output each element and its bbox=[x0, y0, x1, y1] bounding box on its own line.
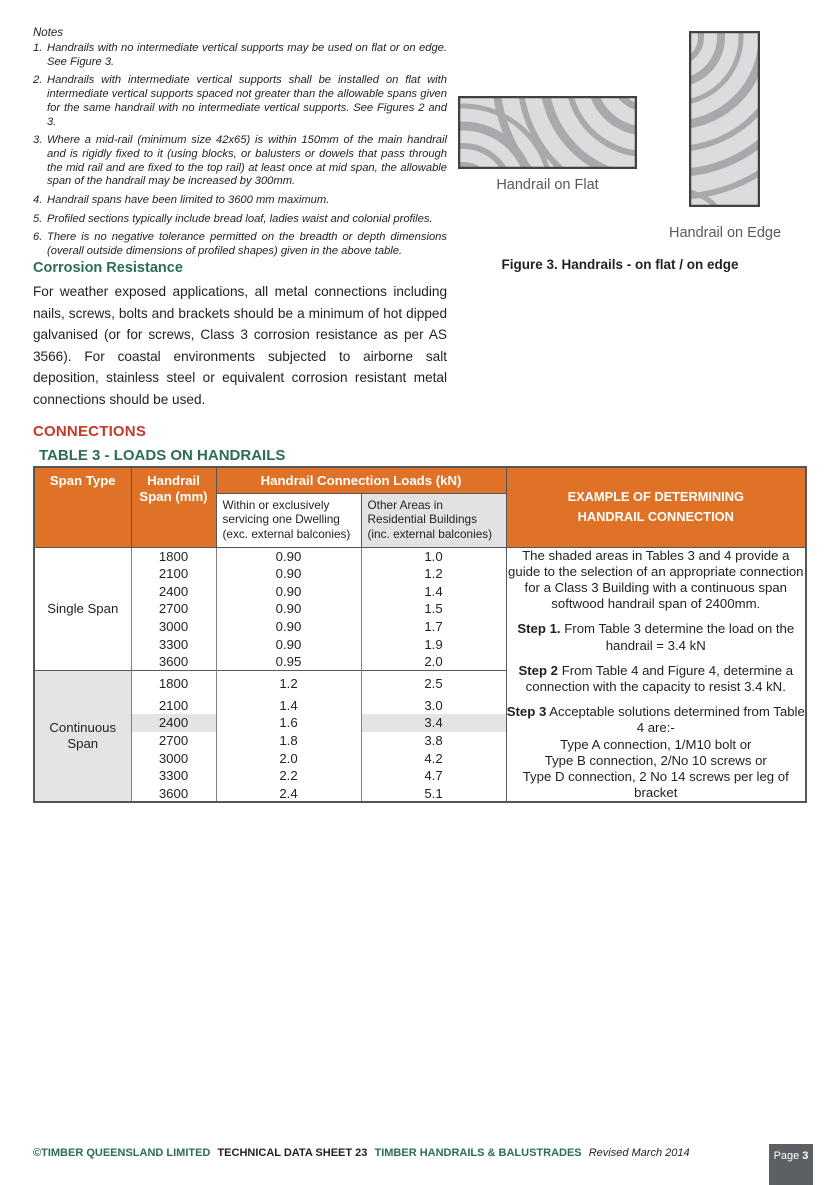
note-item: Handrail spans have been limited to 3600 mm maximum. bbox=[47, 194, 330, 207]
notes-section bbox=[33, 27, 447, 264]
page-number-badge bbox=[769, 1144, 813, 1185]
span-cell: 1800 bbox=[131, 547, 216, 565]
span-cell: 2400 bbox=[131, 714, 216, 732]
edge-image-label: Handrail on Edge bbox=[668, 225, 782, 241]
wood-grain-flat bbox=[458, 96, 637, 169]
other-cell: 1.7 bbox=[361, 618, 506, 636]
notes-list bbox=[33, 42, 447, 259]
example-step-1: Step 1. From Table 3 determine the load on the handrail = 3.4 kN bbox=[517, 621, 795, 653]
example-solution: Type B connection, 2/No 10 screws or bbox=[544, 752, 767, 768]
example-cell bbox=[506, 547, 806, 802]
within-cell: 2.2 bbox=[216, 767, 361, 785]
col-header-within: Within or exclusively servicing one Dwelling (exc. external balconies) bbox=[216, 493, 361, 547]
span-type-cell: Continuous Span bbox=[34, 671, 131, 803]
span-cell: 2100 bbox=[131, 565, 216, 583]
span-cell: 2700 bbox=[131, 600, 216, 618]
col-header-loads: Handrail Connection Loads (kN) bbox=[216, 467, 506, 493]
within-cell: 0.90 bbox=[216, 565, 361, 583]
other-cell: 4.7 bbox=[361, 767, 506, 785]
within-cell: 1.6 bbox=[216, 714, 361, 732]
note-item: There is no negative tolerance permitted on the breadth or depth dimensions (overall outside dimensions of profiled shapes) given in the above table. bbox=[47, 231, 447, 258]
other-cell: 3.8 bbox=[361, 732, 506, 750]
handrail-on-edge-image bbox=[689, 31, 760, 212]
span-type-cell: Single Span bbox=[34, 547, 131, 671]
footer-title: TIMBER HANDRAILS & BALUSTRADES bbox=[374, 1147, 582, 1159]
example-header-line2: HANDRAIL CONNECTION bbox=[577, 509, 734, 525]
span-cell: 3600 bbox=[131, 653, 216, 671]
within-cell: 2.0 bbox=[216, 749, 361, 767]
other-cell: 1.2 bbox=[361, 565, 506, 583]
footer-revised: Revised March 2014 bbox=[588, 1147, 690, 1159]
corrosion-body: For weather exposed applications, all metal connections including nails, screws, bolts and brackets should be a minimum of hot dipped galvanised (or for screws, Class 3 corrosion resistance as per AS 3566). For coastal environments subjected to airborne salt deposition, stainless steel or equivalent corrosion resistant metal connections should be used. bbox=[33, 284, 447, 407]
within-cell: 1.4 bbox=[216, 696, 361, 714]
corrosion-heading: Corrosion Resistance bbox=[33, 260, 183, 276]
connections-heading: CONNECTIONS bbox=[33, 423, 147, 440]
span-cell: 3300 bbox=[131, 767, 216, 785]
table-row bbox=[34, 547, 806, 565]
other-cell: 4.2 bbox=[361, 749, 506, 767]
figure3-caption: Figure 3. Handrails - on flat / on edge bbox=[501, 257, 739, 272]
example-solution: Type A connection, 1/M10 bolt or bbox=[560, 736, 752, 752]
page-label: Page bbox=[773, 1150, 800, 1162]
span-cell: 2100 bbox=[131, 696, 216, 714]
other-cell: 2.5 bbox=[361, 671, 506, 696]
other-cell: 2.0 bbox=[361, 653, 506, 671]
footer-copyright: ©TIMBER QUEENSLAND LIMITED bbox=[33, 1147, 211, 1159]
within-cell: 0.90 bbox=[216, 582, 361, 600]
within-cell: 0.90 bbox=[216, 635, 361, 653]
wood-grain-edge bbox=[689, 31, 760, 207]
span-cell: 2700 bbox=[131, 732, 216, 750]
within-cell: 0.95 bbox=[216, 653, 361, 671]
within-cell: 1.2 bbox=[216, 671, 361, 696]
span-cell: 2400 bbox=[131, 582, 216, 600]
other-cell: 3.4 bbox=[361, 714, 506, 732]
example-intro: The shaded areas in Tables 3 and 4 provide a guide to the selection of an appropriate connection for a Class 3 Building with a continuous span softwood handrail span of 2400mm. bbox=[508, 547, 804, 612]
within-cell: 0.90 bbox=[216, 618, 361, 636]
within-cell: 2.4 bbox=[216, 785, 361, 803]
other-cell: 1.5 bbox=[361, 600, 506, 618]
span-cell: 3000 bbox=[131, 749, 216, 767]
within-cell: 0.90 bbox=[216, 600, 361, 618]
note-item: Handrails with no intermediate vertical supports may be used on flat or on edge. See Figure 3. bbox=[47, 42, 447, 68]
corrosion-section bbox=[33, 260, 447, 411]
table3-header bbox=[34, 467, 806, 547]
table3-title: TABLE 3 - LOADS ON HANDRAILS bbox=[39, 447, 286, 464]
within-cell: 1.8 bbox=[216, 732, 361, 750]
footer-sheet: TECHNICAL DATA SHEET 23 bbox=[217, 1147, 368, 1159]
col-header-example bbox=[506, 467, 806, 547]
col-header-handrail-span: Handrail Span (mm) bbox=[131, 467, 216, 547]
other-cell: 1.4 bbox=[361, 582, 506, 600]
note-item: Profiled sections typically include bread loaf, ladies waist and colonial profiles. bbox=[47, 212, 433, 225]
within-cell: 0.90 bbox=[216, 547, 361, 565]
span-cell: 3600 bbox=[131, 785, 216, 803]
example-solution: Type D connection, 2 No 14 screws per leg of bracket bbox=[522, 768, 789, 801]
span-cell: 1800 bbox=[131, 671, 216, 696]
other-cell: 1.9 bbox=[361, 635, 506, 653]
other-cell: 5.1 bbox=[361, 785, 506, 803]
span-cell: 3000 bbox=[131, 618, 216, 636]
page-number: 3 bbox=[802, 1150, 809, 1162]
col-header-other: Other Areas in Residential Buildings (inc. external balconies) bbox=[361, 493, 506, 547]
note-item: Handrails with intermediate vertical supports shall be installed on flat with intermediate vertical supports spaced not greater than the allowable spans given for the same handrail with no intermediate vertical supports. See Figures 2 and 3. bbox=[47, 74, 447, 128]
span-cell: 3300 bbox=[131, 635, 216, 653]
col-header-span-type: Span Type bbox=[34, 467, 131, 547]
table3-body bbox=[34, 547, 806, 802]
notes-heading: Notes bbox=[33, 27, 64, 39]
example-step-3: Step 3 Acceptable solutions determined from Table 4 are:- bbox=[506, 704, 805, 736]
loads-table bbox=[33, 466, 807, 803]
flat-image-label: Handrail on Flat bbox=[496, 177, 599, 193]
example-header-line1: EXAMPLE OF DETERMINING bbox=[567, 489, 744, 505]
example-step-2: Step 2 From Table 4 and Figure 4, determine a connection with the capacity to resist 3.4 kN. bbox=[518, 662, 794, 694]
other-cell: 3.0 bbox=[361, 696, 506, 714]
page-footer bbox=[33, 1147, 694, 1159]
handrail-on-flat-image bbox=[458, 96, 637, 174]
example-content bbox=[507, 548, 806, 802]
other-cell: 1.0 bbox=[361, 547, 506, 565]
note-item: Where a mid-rail (minimum size 42x65) is within 150mm of the main handrail and is rigidly fixed to it (using blocks, or balusters or dowels that pass through the mid rail and are fixed to the top rail) at least once at mid span, the allowable span of the handrail may be increased by 300mm. bbox=[47, 134, 447, 188]
table3 bbox=[33, 466, 807, 803]
